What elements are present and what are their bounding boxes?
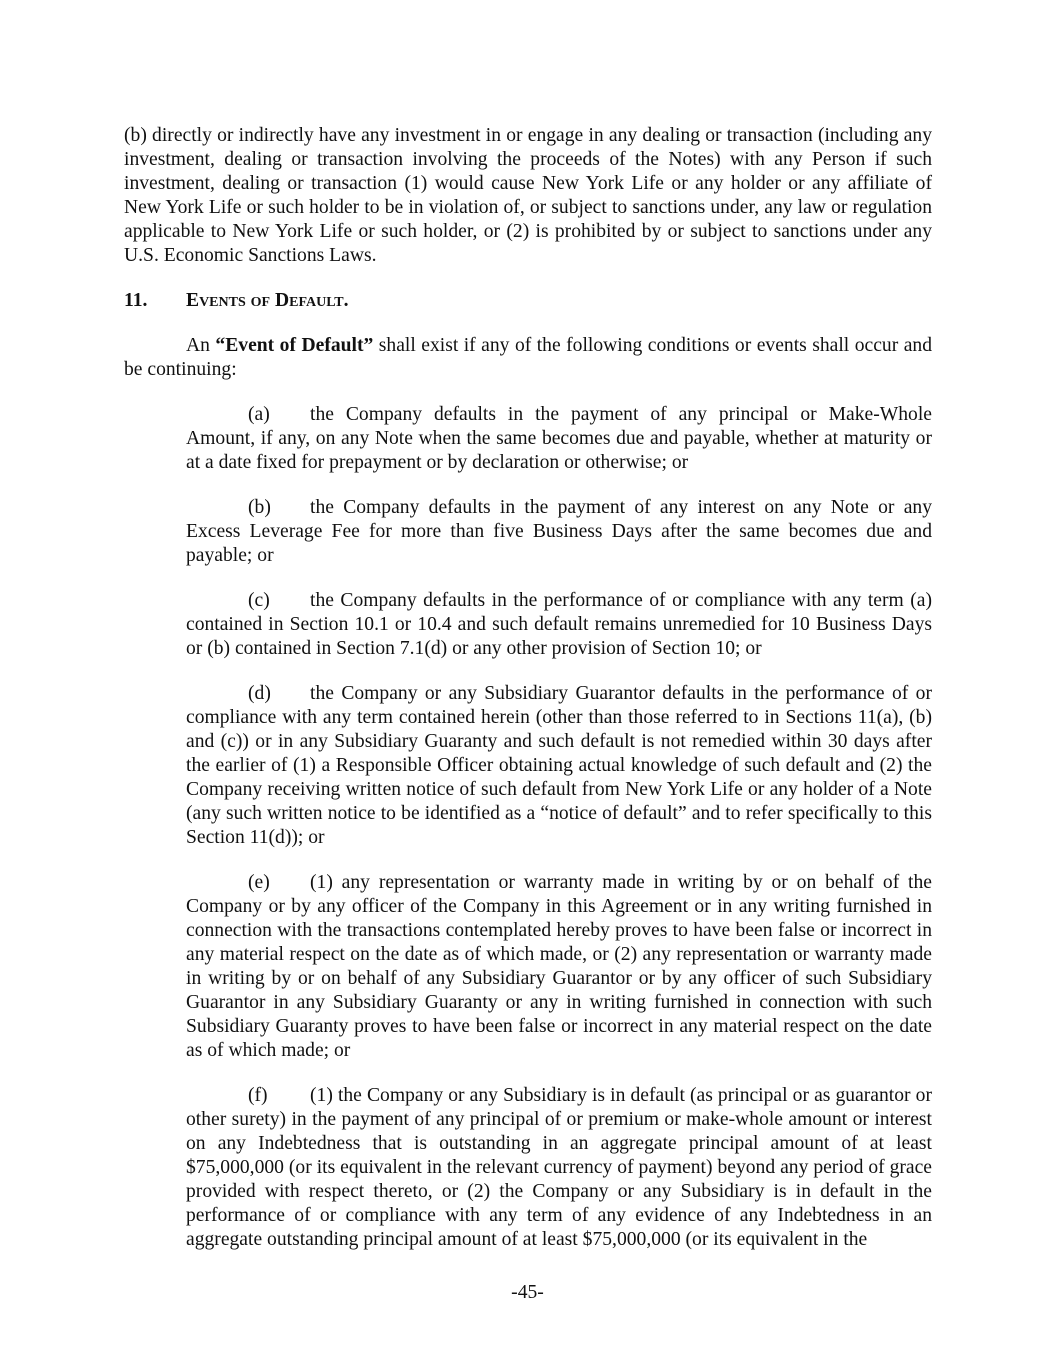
list-item-label: (b) <box>248 497 271 518</box>
list-item-label: (f) <box>248 1085 268 1106</box>
section-number: 11. <box>124 290 148 311</box>
list-item-label: (d) <box>248 683 271 704</box>
list-item-label: (e) <box>248 872 270 893</box>
list-item-paragraph <box>186 871 932 1063</box>
list-item-paragraph <box>186 682 932 850</box>
list-item-paragraph <box>186 496 932 568</box>
document-page <box>124 124 932 1252</box>
intro-paragraph: (b) directly or indirectly have any investment in or engage in any dealing or transaction (including any investment, dealing or transaction involving the proceeds of the Notes) with any Person if such investment, dealing or transaction (1) would cause New York Life or any holder or any affiliate of New York Life or such holder to be in violation of, or subject to sanctions under, any law or regulation applicable to New York Life or such holder, or (2) is prohibited by or subject to sanctions under any U.S. Economic Sanctions Laws. <box>124 125 932 266</box>
defined-term: “Event of Default” <box>215 335 374 356</box>
section-title: Events of Default <box>186 290 344 311</box>
list-item-paragraph <box>186 403 932 475</box>
list-item-text: the Company defaults in the payment of any interest on any Note or any Excess Leverage Fee for more than five Business Days after the same becomes due and payable; or <box>186 497 932 566</box>
list-item-text: the Company or any Subsidiary Guarantor defaults in the performance of or compliance with any term contained herein (other than those referred to in Sections 11(a), (b) and (c)) or in any Subsidiary Guaranty and such default is not remedied within 30 days after the earlier of (1) a Responsible Officer obtaining actual knowledge of such default and (2) the Company receiving written notice of such default from New York Life or any holder of a Note (any such written notice to be identified as a “notice of default” and to refer specifically to this Section 11(d)); or <box>186 683 932 848</box>
lead-before: An <box>186 335 216 356</box>
list-item-c <box>186 589 932 661</box>
lead-after: shall exist if any of the following conditions or events shall occur and be continuing: <box>124 335 932 380</box>
list-item-text: (1) any representation or warranty made in writing by or on behalf of the Company or by any officer of the Company in this Agreement or in any writing furnished in connection with the transactions contemplated hereby proves to have been false or incorrect in any material respect on the date as of which made, or (2) any representation or warranty made in writing by or on behalf of any Subsidiary Guarantor or by any officer of such Subsidiary Guarantor in any Subsidiary Guaranty or any in writing furnished in connection with such Subsidiary Guaranty proves to have been false or incorrect in any material respect on the date as of which made; or <box>186 872 932 1061</box>
list-item-text: the Company defaults in the payment of any principal or Make-Whole Amount, if any, on any Note when the same becomes due and payable, whether at maturity or at a date fixed for prepayment or by declaration or otherwise; or <box>186 404 932 473</box>
list-item-text: (1) the Company or any Subsidiary is in default (as principal or as guarantor or other surety) in the payment of any principal of or premium or make-whole amount or interest on any Indebtedness that is outstanding in an aggregate principal amount of at least $75,000,000 (or its equivalent in the relevant currency of payment) beyond any period of grace provided with respect thereto, or (2) the Company or any Subsidiary is in default in the performance of or compliance with any term of any evidence of any Indebtedness in an aggregate outstanding principal amount of at least $75,000,000 (or its equivalent in the <box>186 1085 932 1250</box>
list-item-paragraph <box>186 1084 932 1252</box>
section-heading <box>124 289 932 313</box>
section-title-suffix: . <box>343 290 349 311</box>
list-item-a <box>186 403 932 475</box>
list-item-d <box>186 682 932 850</box>
list-item-e <box>186 871 932 1063</box>
list-item-f <box>186 1084 932 1252</box>
list-item-label: (c) <box>248 590 270 611</box>
list-item-text: the Company defaults in the performance of or compliance with any term (a) contained in Section 10.1 or 10.4 and such default remains unremedied for 10 Business Days or (b) contained in Section 7.1(d) or any other provision of Section 10; or <box>186 590 932 659</box>
list-item-b <box>186 496 932 568</box>
section-title-wrap <box>186 289 349 313</box>
list-item-label: (a) <box>248 404 270 425</box>
section-lead-paragraph <box>124 334 932 382</box>
list-item-paragraph <box>186 589 932 661</box>
page-number: -45- <box>511 1282 544 1303</box>
